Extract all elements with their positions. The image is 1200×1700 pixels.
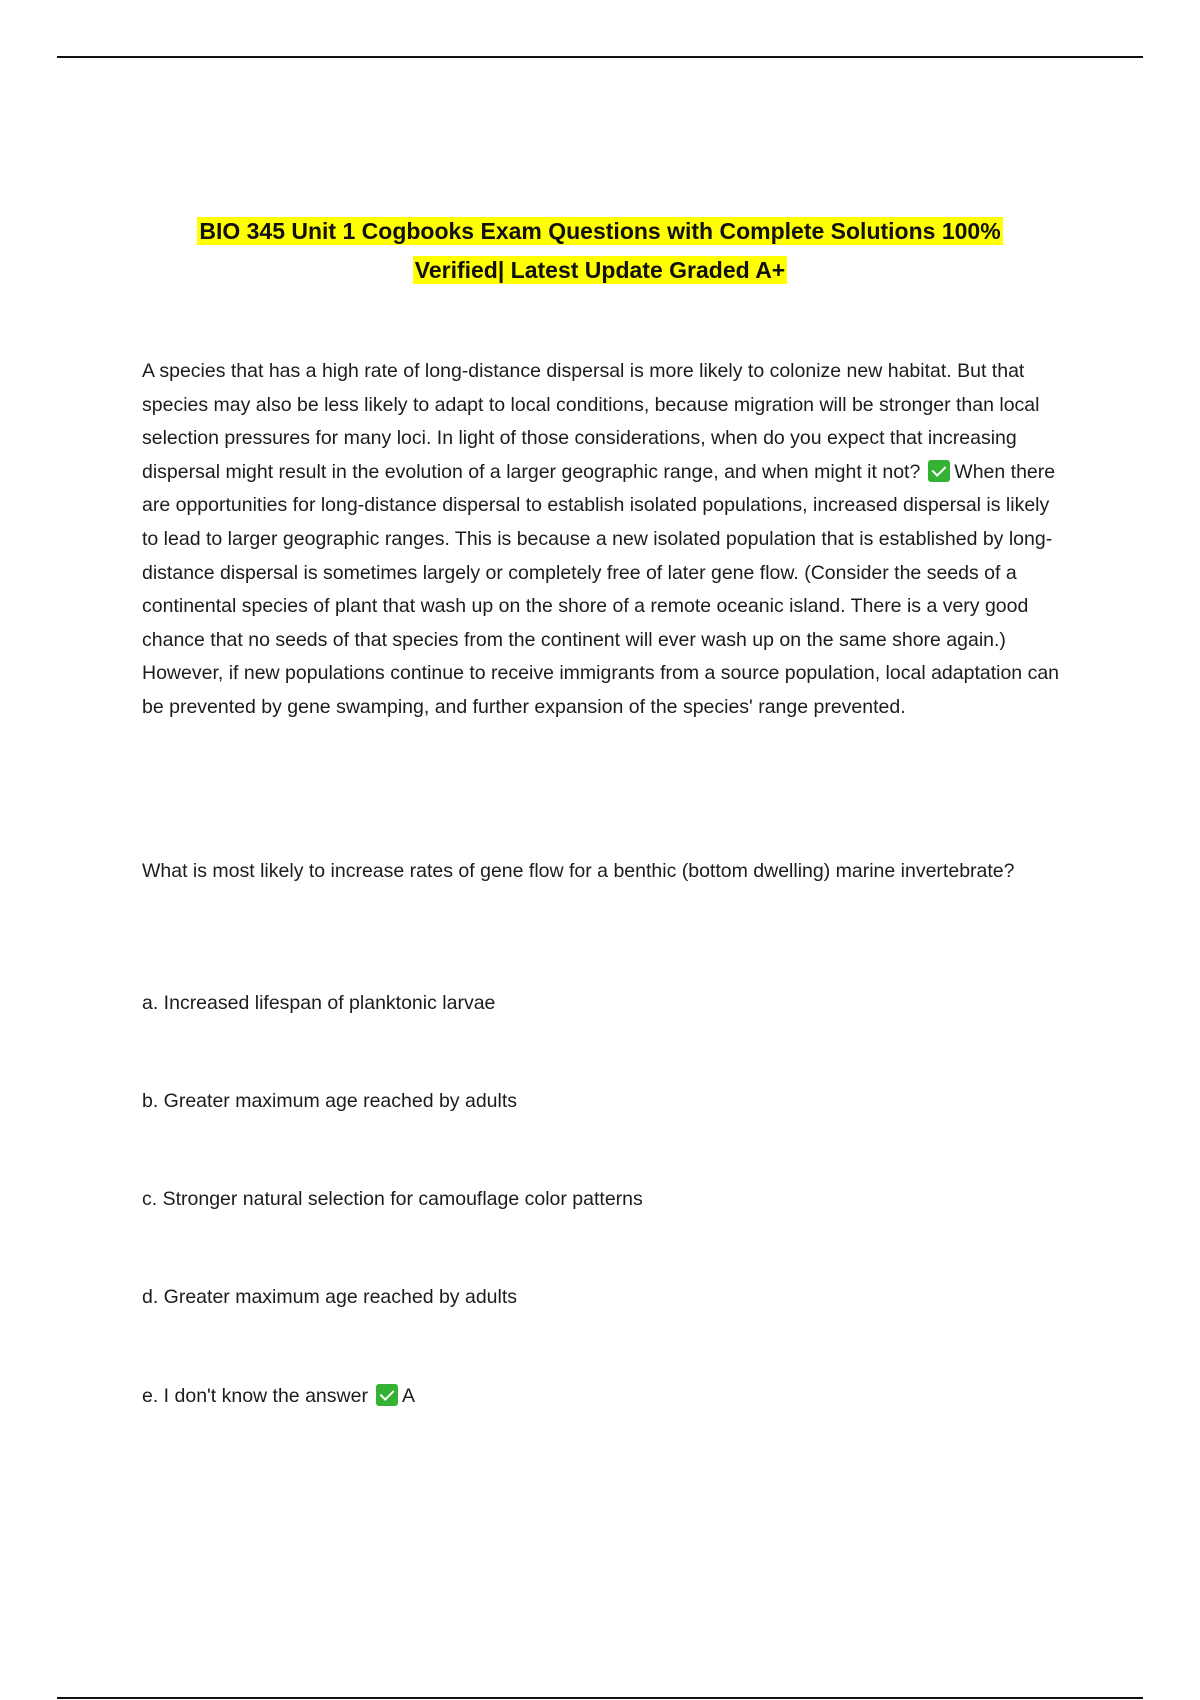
option-d: d. Greater maximum age reached by adults [142, 1286, 518, 1308]
option-b: b. Greater maximum age reached by adults [142, 1090, 518, 1112]
check-mark-icon [928, 460, 950, 482]
question-1-answer: When there are opportunities for long-distance dispersal to establish isolated populations, increased dispersal is likely to lead to larger geographic ranges. This is because a new isolated population that is established by long-distance dispersal is sometimes largely or completely free of later gene flow. (Consider the seeds of a continental species of plant that wash up on the shore of a remote oceanic island. There is a very good chance that no seeds of that species from the continent will ever wash up on the same shore again.) However, if new populations continue to receive immigrants from a source population, local adaptation can be prevented by gene swamping, and further expansion of the species' range prevented. [142, 460, 1060, 718]
title-line-2: Verified| Latest Update Graded A+ [414, 257, 786, 283]
question-2-prompt: What is most likely to increase rates of gene flow for a benthic (bottom dwelling) marine invertebrate? [142, 860, 1015, 882]
document-title [100, 212, 1100, 290]
question-2-answer: A [401, 1385, 415, 1407]
title-line-1: BIO 345 Unit 1 Cogbooks Exam Questions with Complete Solutions 100% [199, 218, 1001, 244]
header-rule [57, 56, 1143, 58]
check-mark-icon [376, 1384, 398, 1406]
question-1 [142, 355, 1062, 725]
option-c: c. Stronger natural selection for camouflage color patterns [142, 1188, 643, 1210]
footer-rule [57, 1697, 1143, 1699]
option-e-label: e. I don't know the answer [142, 1385, 368, 1407]
option-a: a. Increased lifespan of planktonic larvae [142, 992, 496, 1014]
option-e [142, 1380, 415, 1414]
question-1-prompt: A species that has a high rate of long-distance dispersal is more likely to colonize new habitat. But that species may also be less likely to adapt to local conditions, because migration will be stronger than local selection pressures for many loci. In light of those considerations, when do you expect that increasing dispersal might result in the evolution of a larger geographic range, and when might it not? [142, 360, 1040, 483]
